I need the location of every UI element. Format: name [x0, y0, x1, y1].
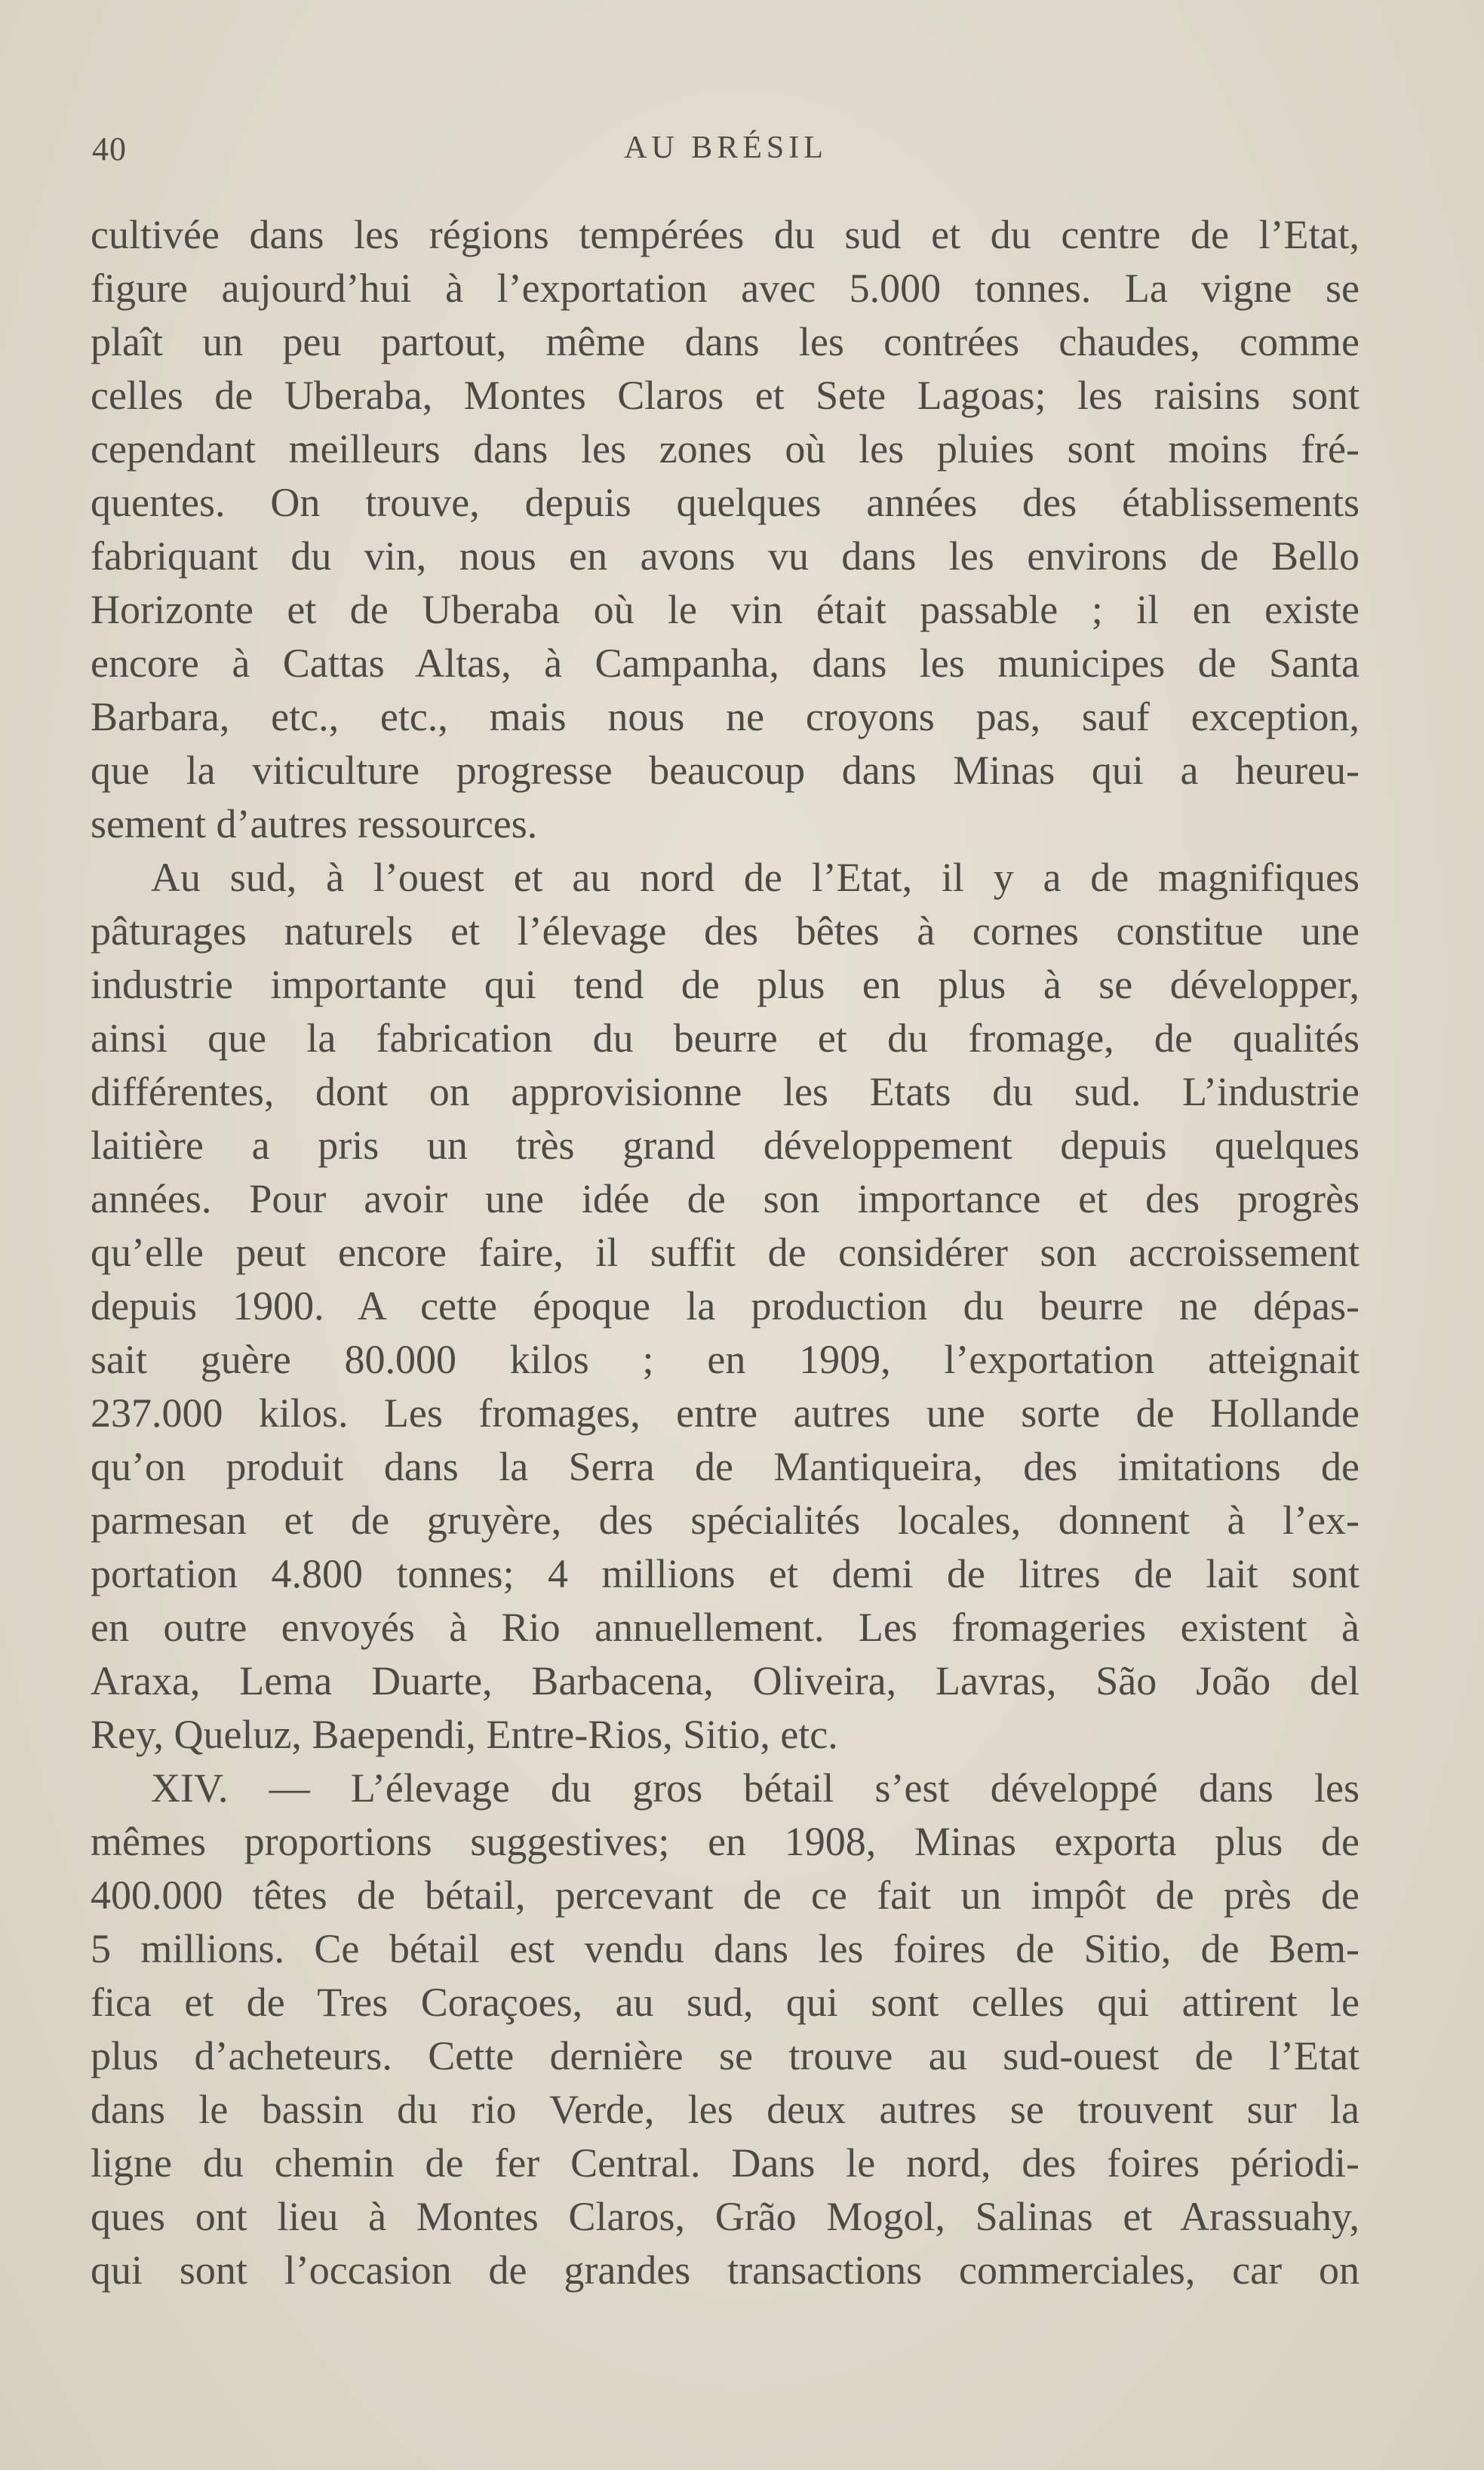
text-line: cultivée dans les régions tempérées du sud et du centre de l’Etat, — [91, 212, 1360, 257]
text-line: dans le bassin du rio Verde, les deux autres se trouvent sur la — [91, 2087, 1360, 2132]
page-header — [92, 130, 1360, 183]
text-line: 400.000 têtes de bétail, percevant de ce fait un impôt de près de — [91, 1872, 1360, 1918]
text-line: ligne du chemin de fer Central. Dans le nord, des foires périodi- — [91, 2140, 1360, 2186]
text-line: qu’on produit dans la Serra de Mantiqueira, des imitations de — [91, 1444, 1360, 1489]
text-line: portation 4.800 tonnes; 4 millions et demi de litres de lait sont — [91, 1551, 1360, 1596]
text-line: que la viticulture progresse beaucoup dans Minas qui a heureu- — [91, 748, 1360, 793]
text-line: sement d’autres ressources. — [91, 801, 538, 846]
text-line: qu’elle peut encore faire, il suffit de considérer son accroissement — [91, 1230, 1360, 1275]
text-line: Barbara, etc., etc., mais nous ne croyons pas, sauf exception, — [91, 694, 1360, 739]
text-line: qui sont l’occasion de grandes transactions commerciales, car on — [91, 2247, 1360, 2293]
text-line: quentes. On trouve, depuis quelques années des établissements — [91, 480, 1360, 525]
text-line: Rey, Queluz, Baependi, Entre-Rios, Sitio, etc. — [91, 1712, 838, 1757]
text-line: en outre envoyés à Rio annuellement. Les fromageries existent à — [91, 1605, 1360, 1650]
text-line: mêmes proportions suggestives; en 1908, Minas exporta plus de — [91, 1819, 1360, 1864]
text-line: fica et de Tres Coraçoes, au sud, qui sont celles qui attirent le — [91, 1980, 1360, 2025]
text-line: ainsi que la fabrication du beurre et du fromage, de qualités — [91, 1015, 1360, 1061]
text-line: industrie importante qui tend de plus en plus à se développer, — [91, 962, 1360, 1007]
running-title: AU BRÉSIL — [624, 131, 828, 165]
text-line: celles de Uberaba, Montes Claros et Sete Lagoas; les raisins sont — [91, 373, 1360, 418]
text-line: Horizonte et de Uberaba où le vin était passable ; il en existe — [91, 587, 1360, 632]
text-line: laitière a pris un très grand développement depuis quelques — [91, 1123, 1360, 1168]
text-line: encore à Cattas Altas, à Campanha, dans les municipes de Santa — [91, 641, 1360, 686]
text-line: Au sud, à l’ouest et au nord de l’Etat, il y a de magnifiques — [151, 855, 1360, 900]
text-line: XIV. — L’élevage du gros bétail s’est développé dans les — [151, 1765, 1360, 1811]
body-text — [91, 208, 1360, 2297]
text-line: ques ont lieu à Montes Claros, Grão Mogol, Salinas et Arassuahy, — [91, 2194, 1360, 2239]
text-line: cependant meilleurs dans les zones où les pluies sont moins fré- — [91, 426, 1360, 472]
text-line: plus d’acheteurs. Cette dernière se trouve au sud-ouest de l’Etat — [91, 2033, 1360, 2078]
text-line: fabriquant du vin, nous en avons vu dans les environs de Bello — [91, 533, 1360, 579]
text-line: différentes, dont on approvisionne les Etats du sud. L’industrie — [91, 1069, 1360, 1114]
text-line: années. Pour avoir une idée de son importance et des progrès — [91, 1176, 1360, 1221]
text-line: 237.000 kilos. Les fromages, entre autres une sorte de Hollande — [91, 1390, 1360, 1436]
text-line: plaît un peu partout, même dans les contrées chaudes, comme — [91, 319, 1360, 364]
text-line: depuis 1900. A cette époque la production du beurre ne dépas- — [91, 1283, 1360, 1329]
text-line: pâturages naturels et l’élevage des bêtes à cornes constitue une — [91, 908, 1360, 954]
text-line: figure aujourd’hui à l’exportation avec 5.000 tonnes. La vigne se — [91, 266, 1360, 311]
text-line: sait guère 80.000 kilos ; en 1909, l’exportation atteignait — [91, 1337, 1360, 1382]
text-line: parmesan et de gruyère, des spécialités locales, donnent à l’ex- — [91, 1498, 1360, 1543]
page-number: 40 — [92, 131, 127, 167]
text-line: Araxa, Lema Duarte, Barbacena, Oliveira, Lavras, São João del — [91, 1658, 1360, 1704]
text-line: 5 millions. Ce bétail est vendu dans les foires de Sitio, de Bem- — [91, 1926, 1360, 1971]
